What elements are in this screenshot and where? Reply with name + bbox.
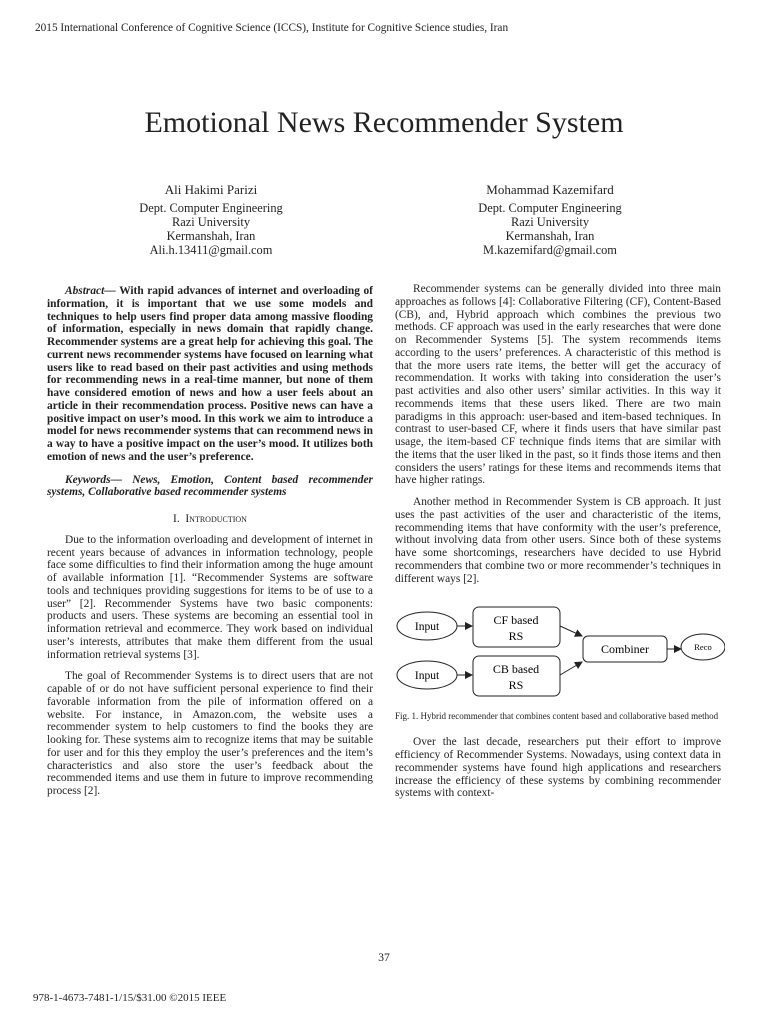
reco-label: Reco — [694, 642, 712, 653]
author-university: Razi University — [171, 215, 251, 229]
hybrid-diagram-svg — [395, 599, 725, 709]
paragraph: Recommender systems can be generally divided into three main approaches as follows [4]: Collaborative Filtering (CF), Content-Based (CB), and, Hybrid approach which combines the previous two methods. CF approach was used in the early researches that were done on Recommender Systems [5]. The system recommends items according to the users’ preferences. A characteristic of this method is that the more users rate items, the better will get the accuracy of recommendation. It works with taking into consideration the user’s past activities and also other users’ similar activities. In this way it recommends items that these users liked. There are two main paradigms in this approach: user-based and item-based techniques. In contrast to user-based CF, where it finds users that have similar past usage, the item-based CF technique finds items that are similar with the items that the user liked in the past, so it finds those items and then considers the users’ ratings for these items and recommends items that have higher ratings. — [395, 283, 721, 487]
arrow — [560, 626, 582, 636]
section-number: I. — [173, 513, 180, 525]
abstract-label: Abstract — [65, 285, 105, 297]
author-city: Kermanshah, Iran — [505, 229, 595, 243]
conference-header: 2015 International Conference of Cognitive Science (ICCS), Institute for Cognitive Science studies, Iran — [35, 22, 509, 34]
keywords — [47, 474, 373, 500]
author-city: Kermanshah, Iran — [166, 229, 256, 243]
author-name: Ali Hakimi Parizi — [164, 182, 258, 197]
paragraph: Over the last decade, researchers put their effort to improve efficiency of Recommender Systems. Nowadays, using context data in recommender systems have found high applications and researchers increase the efficiency of these systems by combining recommender systems with context- — [395, 736, 721, 800]
copyright-footer: 978-1-4673-7481-1/15/$31.00 ©2015 IEEE — [33, 992, 227, 1004]
author-name: Mohammad Kazemifard — [486, 182, 614, 197]
left-column — [47, 285, 373, 798]
figure-hybrid-diagram — [395, 599, 725, 709]
input-label-1: Input — [414, 621, 440, 634]
paper-title: Emotional News Recommender System — [144, 106, 624, 139]
section-title: Introduction — [185, 513, 247, 525]
cb-label-line1: CB based — [492, 662, 540, 677]
arrow — [560, 662, 582, 675]
keywords-text: News, Emotion, Content based recommender systems, Collaborative based recommender systems — [47, 473, 373, 499]
keywords-dash: — — [110, 473, 133, 486]
abstract — [47, 285, 373, 464]
paragraph: Another method in Recommender System is CB approach. It just uses the past activities of the user and characteristic of the items, recommending items that have conformity with the user’s preference, without involving data from other users. Since both of these systems have some shortcomings, researchers have decided to use Hybrid recommenders that combine two or more recommender’s techniques in different ways [2]. — [395, 496, 721, 585]
author-dept: Dept. Computer Engineering — [478, 201, 622, 215]
input-label-2: Input — [414, 670, 440, 683]
author-dept: Dept. Computer Engineering — [139, 201, 283, 215]
abstract-dash: — — [104, 285, 120, 297]
abstract-text: With rapid advances of internet and overloading of information, it is important that we use some models and techniques to help users find proper data among massive flooding of information, especially in news domain that rapidly change. Recommender systems are a great help for achieving this goal. The current news recommender systems have focused on learning what users like to read based on their past activities and using methods for recommending news in a real-time manner, but none of them have considered emotion of news and how a user feels about an article in their recommendation process. Positive news can have a positive impact on user’s mood. In this work we aim to introduce a model for news recommender systems that can recommend news in a way to have a positive impact on the user’s mood. It utilizes both emotion of news and the user’s preference. — [47, 285, 373, 463]
cf-label-line2: RS — [508, 629, 524, 644]
author-university: Razi University — [510, 215, 590, 229]
right-column — [395, 283, 721, 800]
author-email: M.kazemifard@gmail.com — [483, 243, 617, 257]
paragraph: Due to the information overloading and development of internet in recent years because of advances in information technology, people face some difficulties to find their information among the huge amount of available information [1]. “Recommender Systems are software tools and techniques providing suggestions for items to be of use to a user” [2]. Recommender Systems have two basic components: products and users. These systems are becoming an essential tool in information retrieval and ecommerce. They work based on individual user’s interests, attributes that make them different from the usual information retrieval systems [3]. — [47, 533, 373, 661]
cf-label-line1: CF based — [493, 613, 539, 628]
figure-caption: Fig. 1. Hybrid recommender that combines content based and collaborative based method — [395, 711, 719, 722]
keywords-label: Keywords — [65, 473, 111, 486]
paragraph: The goal of Recommender Systems is to direct users that are not capable of or do not have sufficient personal experience to find their favorable information from the pile of information offered on a website. For instance, in Amazon.com, the website uses a recommender system to help customers to find the books they are looking for. These systems aim to recognize items that may be suitable for user and for this they employ the user’s preferences and the item’s characteristics and also store the user’s feedback about the recommended items and use them in future to improve recommending process [2]. — [47, 670, 373, 797]
cb-label-line2: RS — [508, 678, 524, 693]
combiner-label: Combiner — [601, 642, 649, 657]
author-2 — [430, 183, 670, 257]
author-email: Ali.h.13411@gmail.com — [149, 243, 273, 257]
author-1 — [91, 183, 331, 257]
section-heading — [47, 513, 373, 526]
page-number: 37 — [378, 952, 390, 964]
